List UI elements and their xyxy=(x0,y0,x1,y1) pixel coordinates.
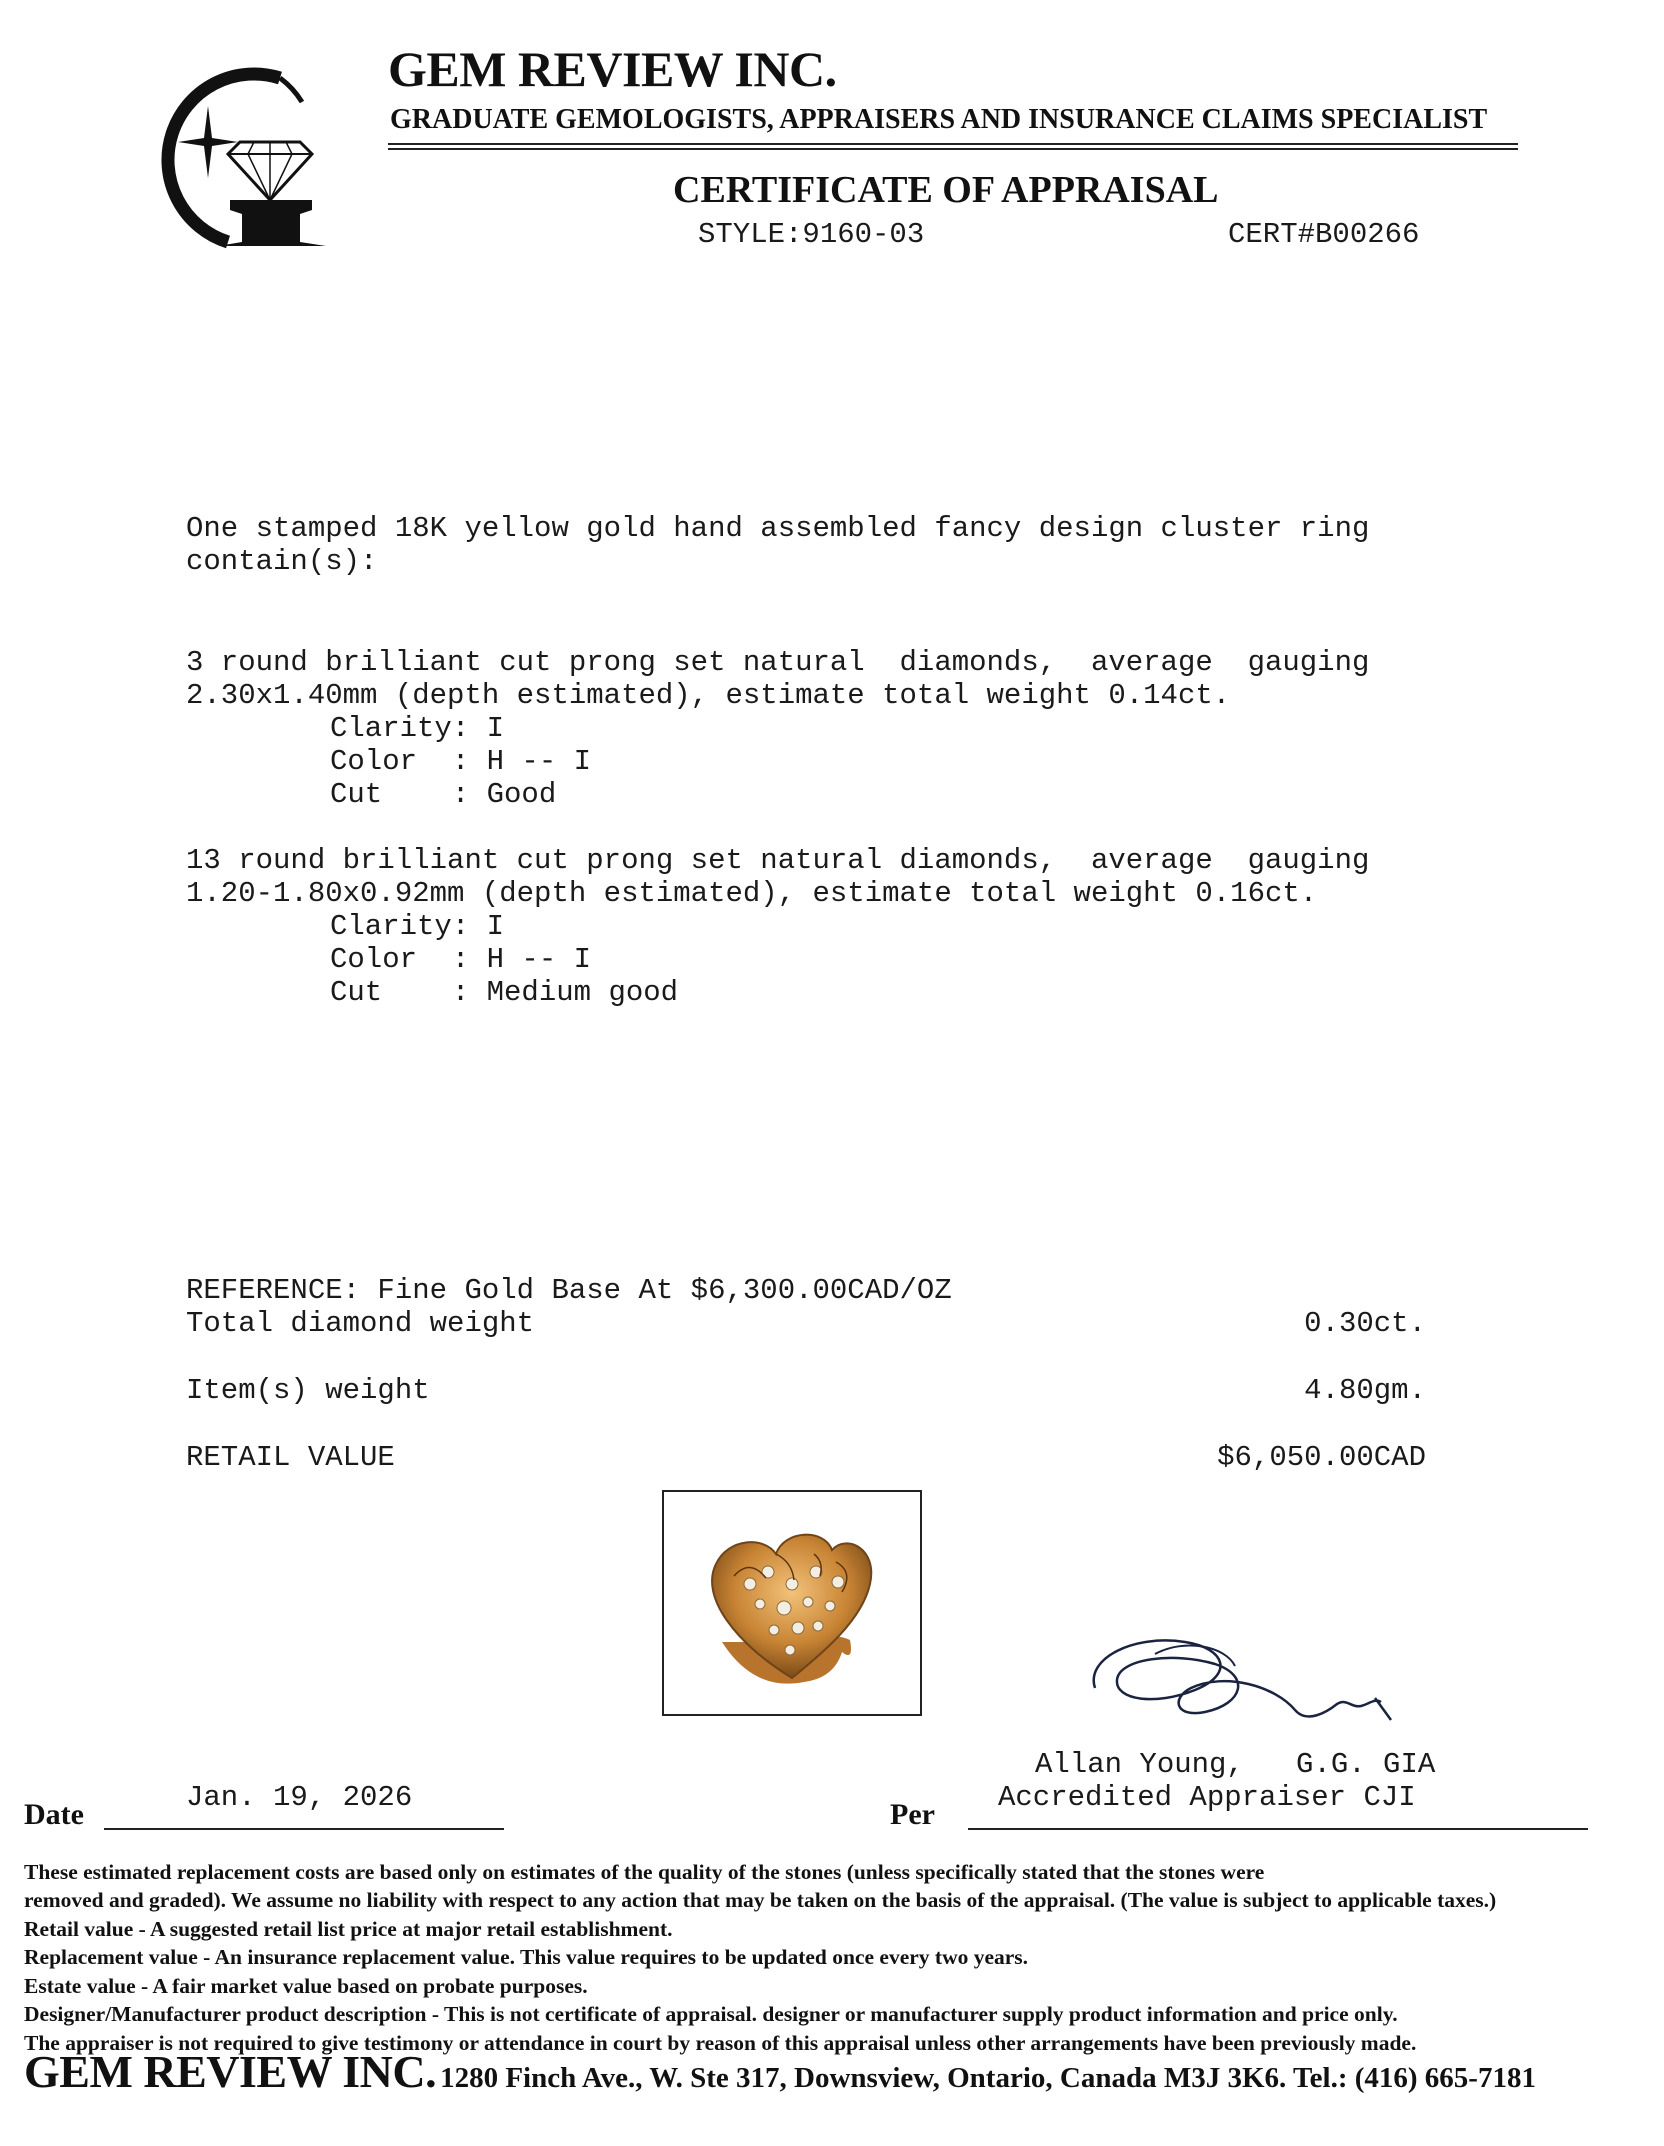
stone-color: Color : H -- I xyxy=(330,745,592,778)
stone-color: Color : H -- I xyxy=(330,943,592,976)
per-label: Per xyxy=(890,1798,935,1831)
stone-cut: Cut : Medium good xyxy=(330,976,679,1009)
diamond-logo-icon xyxy=(130,50,330,250)
disclaimer-line: Designer/Manufacturer product description - This is not certificate of appraisal. designer or manufacturer supply product information and price only. xyxy=(24,2002,1398,2026)
retail-value-label: RETAIL VALUE xyxy=(186,1441,395,1474)
appraisal-date: Jan. 19, 2026 xyxy=(186,1781,413,1814)
disclaimer-line: removed and graded). We assume no liability with respect to any action that may be taken on the basis of the appraisal. (The value is subject to applicable taxes.) xyxy=(24,1888,1497,1912)
stone-group-description: 13 round brilliant cut prong set natural diamonds, average gauging xyxy=(186,844,1370,877)
signature-line xyxy=(968,1828,1588,1830)
header-rule xyxy=(388,148,1518,150)
footer-company-name: GEM REVIEW INC. xyxy=(24,2046,437,2097)
date-line xyxy=(104,1828,504,1830)
stone-group-description: 2.30x1.40mm (depth estimated), estimate total weight 0.14ct. xyxy=(186,679,1231,712)
total-weight-label: Total diamond weight xyxy=(186,1307,535,1340)
item-description: contain(s): xyxy=(186,545,378,578)
stone-clarity: Clarity: I xyxy=(330,712,505,745)
disclaimer-line: The appraiser is not required to give testimony or attendance in court by reason of this appraisal unless other arrangements have been previously made. xyxy=(24,2031,1417,2055)
company-name: GEM REVIEW INC. xyxy=(388,41,837,97)
reference-price: REFERENCE: Fine Gold Base At $6,300.00CAD/OZ xyxy=(186,1274,952,1307)
stone-group-description: 3 round brilliant cut prong set natural diamonds, average gauging xyxy=(186,646,1370,679)
company-tagline: GRADUATE GEMOLOGISTS, APPRAISERS AND INSURANCE CLAIMS SPECIALIST xyxy=(390,104,1488,135)
header-rule xyxy=(388,143,1518,145)
appraiser-signature xyxy=(1075,1628,1415,1738)
certificate-title: CERTIFICATE OF APPRAISAL xyxy=(673,169,1219,211)
style-number: STYLE:9160-03 xyxy=(698,218,925,251)
footer-address: 1280 Finch Ave., W. Ste 317, Downsview, Ontario, Canada M3J 3K6. Tel.: (416) 665-7181 xyxy=(440,2062,1536,2094)
item-description: One stamped 18K yellow gold hand assembled fancy design cluster ring xyxy=(186,512,1370,545)
appraiser-title: Accredited Appraiser CJI xyxy=(998,1781,1416,1814)
retail-value-amount: $6,050.00CAD xyxy=(1217,1441,1426,1474)
date-label: Date xyxy=(24,1798,84,1831)
footer xyxy=(24,2045,1536,2098)
disclaimer-line: Replacement value - An insurance replacement value. This value requires to be updated once every two years. xyxy=(24,1945,1029,1969)
disclaimer-line: Retail value - A suggested retail list price at major retail establishment. xyxy=(24,1917,673,1941)
stone-group-description: 1.20-1.80x0.92mm (depth estimated), estimate total weight 0.16ct. xyxy=(186,877,1318,910)
ring-photo-icon xyxy=(664,1492,920,1714)
item-weight-label: Item(s) weight xyxy=(186,1374,430,1407)
cert-number: CERT#B00266 xyxy=(1228,218,1420,251)
stone-clarity: Clarity: I xyxy=(330,910,505,943)
item-weight-value: 4.80gm. xyxy=(1304,1374,1426,1407)
appraiser-name: Allan Young, G.G. GIA xyxy=(1035,1748,1436,1781)
disclaimer-line: Estate value - A fair market value based on probate purposes. xyxy=(24,1974,588,1998)
total-weight-value: 0.30ct. xyxy=(1304,1307,1426,1340)
disclaimer-line: These estimated replacement costs are based only on estimates of the quality of the stones (unless specifically stated that the stones were xyxy=(24,1860,1265,1884)
item-photo-frame xyxy=(662,1490,922,1716)
stone-cut: Cut : Good xyxy=(330,778,557,811)
